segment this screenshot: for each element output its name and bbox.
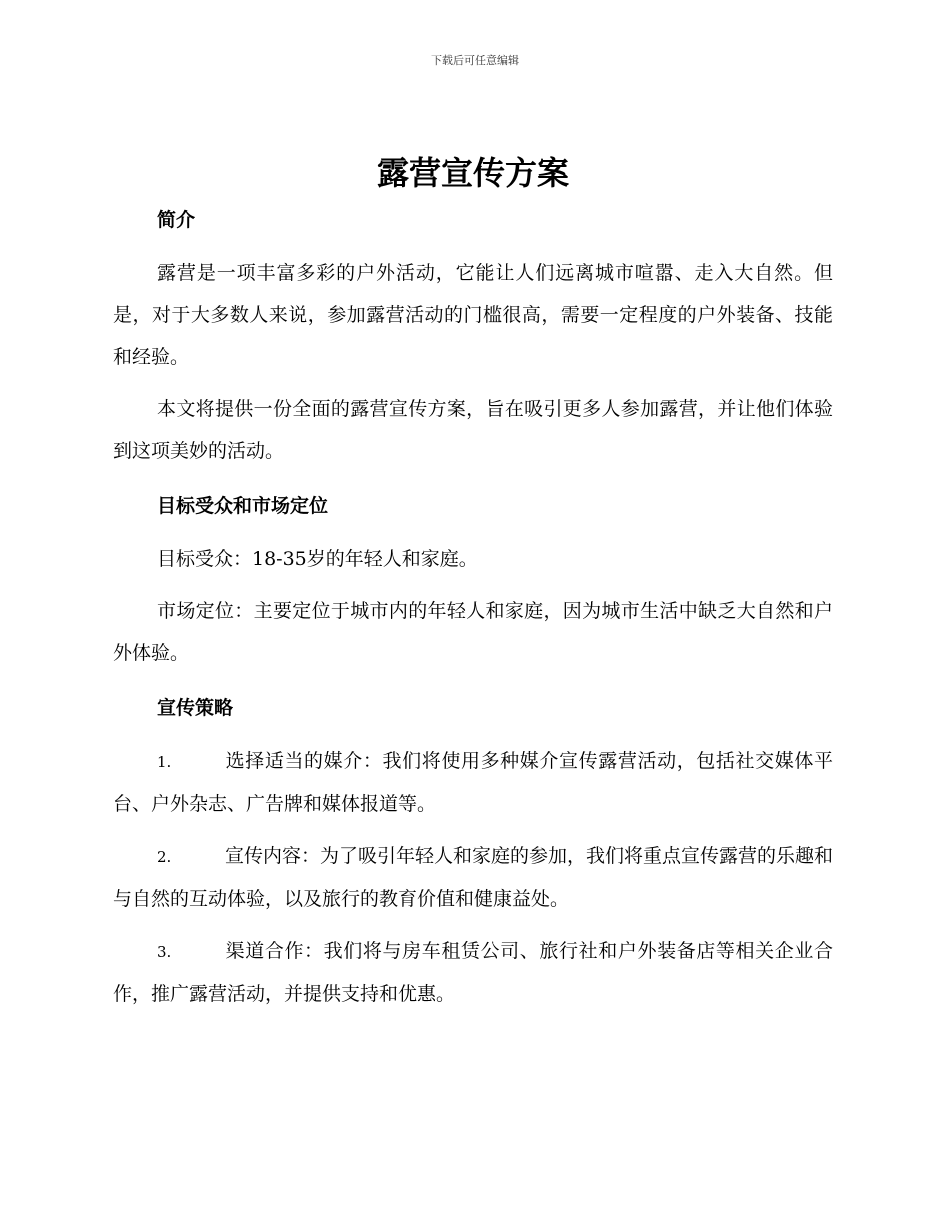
list-item — [113, 930, 833, 1015]
intro-paragraph-2: 本文将提供一份全面的露营宣传方案，旨在吸引更多人参加露营，并让他们体验到这项美妙的活动。 — [113, 398, 833, 462]
list-item-text: 宣传内容：为了吸引年轻人和家庭的参加，我们将重点宣传露营的乐趣和与自然的互动体验，以及旅行的教育价值和健康益处。 — [113, 845, 834, 910]
section-heading-intro: 简介 — [157, 209, 196, 231]
audience-paragraph: 目标受众：18-35岁的年轻人和家庭。 — [157, 548, 478, 570]
intro-paragraph-1: 露营是一项丰富多彩的户外活动，它能让人们远离城市喧嚣、走入大自然。但是，对于大多数人来说，参加露营活动的门槛很高，需要一定程度的户外装备、技能和经验。 — [113, 262, 833, 368]
list-item-number: 2. — [157, 848, 172, 866]
page-header-note: 下载后可任意编辑 — [431, 54, 519, 67]
positioning-paragraph: 市场定位：主要定位于城市内的年轻人和家庭，因为城市生活中缺乏大自然和户外体验。 — [113, 600, 833, 664]
list-item — [113, 740, 833, 825]
document-title: 露营宣传方案 — [376, 154, 569, 192]
list-item-text: 选择适当的媒介：我们将使用多种媒介宣传露营活动，包括社交媒体平台、户外杂志、广告牌和媒体报道等。 — [113, 750, 833, 815]
list-item — [113, 835, 833, 920]
list-item-text: 渠道合作：我们将与房车租赁公司、旅行社和户外装备店等相关企业合作，推广露营活动，并提供支持和优惠。 — [113, 940, 833, 1005]
list-item-number: 3. — [157, 943, 172, 961]
section-heading-audience: 目标受众和市场定位 — [157, 495, 329, 517]
list-item-number: 1. — [157, 753, 172, 771]
section-heading-strategy: 宣传策略 — [157, 697, 234, 719]
document-body — [113, 148, 833, 1015]
